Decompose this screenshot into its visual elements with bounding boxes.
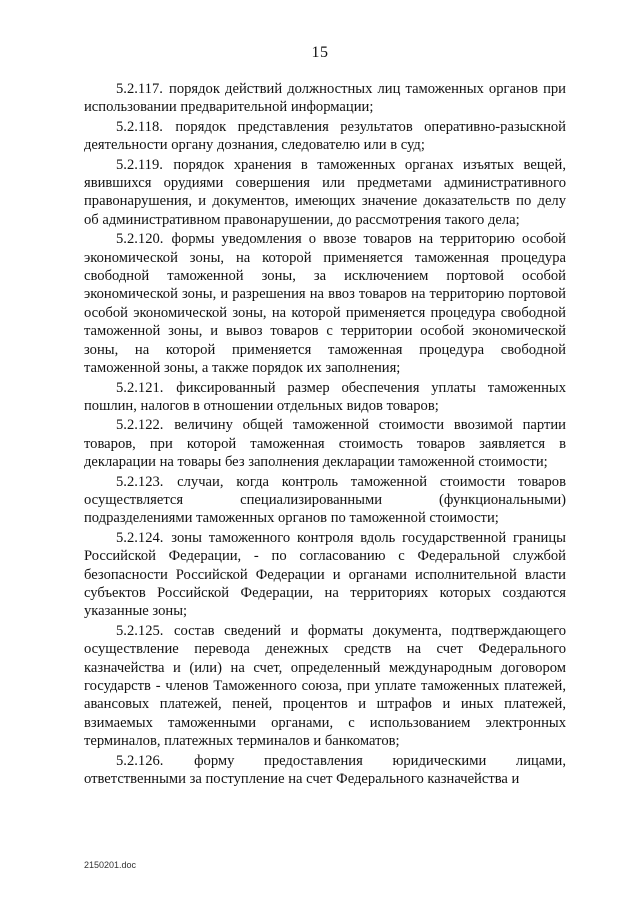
paragraph-number: 5.2.118. [116, 118, 163, 135]
paragraph-text: случаи, когда контроль таможенной стоимости товаров осуществляется специализированными (функциональными) подразделениями таможенных органов по таможенной стоимости; [84, 473, 566, 527]
paragraph-text: фиксированный размер обеспечения уплаты таможенных пошлин, налогов в отношении отдельных видов товаров; [84, 379, 566, 414]
paragraph-number: 5.2.117. [116, 81, 163, 97]
paragraph-number: 5.2.126. [116, 752, 164, 769]
document-body [84, 80, 566, 789]
paragraph-5-2-119 [84, 156, 566, 230]
paragraph-number: 5.2.121. [116, 379, 164, 396]
paragraph-number: 5.2.124. [116, 529, 164, 546]
paragraph-text: порядок представления результатов оперативно-разыскной деятельности органу дознания, следователю или в суд; [84, 118, 566, 154]
page-number: 15 [311, 44, 329, 61]
paragraph-text: формы уведомления о ввозе товаров на территорию особой экономической зоны, на которой применяется таможенная процедура свободной таможенной зоны, за исключением портовой особой экономической зоны, и разрешения на ввоз товаров на территорию портовой особой экономической зоны, на которой применяется процедура свободной таможенной зоны, и вывоз товаров с территории особой экономической зоны, на которой применяется таможенная процедура свободной таможенной зоны, а также порядок их заполнения; [84, 231, 566, 377]
paragraph-number: 5.2.123. [116, 473, 164, 490]
paragraph-5-2-126 [84, 752, 566, 789]
paragraph-5-2-121 [84, 379, 566, 416]
paragraph-number: 5.2.119. [116, 156, 163, 173]
paragraph-text: форму предоставления юридическими лицами, ответственными за поступление на счет Федерального казначейства и [84, 752, 566, 788]
document-filename: 2150201.doc [84, 860, 137, 870]
paragraph-number: 5.2.122. [116, 417, 164, 434]
paragraph-5-2-117 [84, 80, 566, 117]
paragraph-5-2-123 [84, 473, 566, 528]
paragraph-5-2-120 [84, 230, 566, 377]
paragraph-text: состав сведений и форматы документа, подтверждающего осуществление перевода денежных средств на счет Федерального казначейства и (или) на счет, определенный международным договором государств - членов Таможенного союза, при уплате таможенных платежей, авансовых платежей, пеней, процентов и штрафов и иных платежей, взимаемых таможенными органами, с использованием электронных терминалов, платежных терминалов и банкоматов; [84, 622, 566, 750]
paragraph-text: величину общей таможенной стоимости ввозимой партии товаров, при которой таможенная стоимость товаров заявляется в декларации на товары без заполнения декларации таможенной стоимости; [84, 417, 566, 471]
paragraph-5-2-118 [84, 118, 566, 155]
paragraph-text: порядок хранения в таможенных органах изъятых вещей, явившихся орудиями совершения или предметами административного правонарушения, и документов, имеющих значение доказательств по делу об административном правонарушении, до рассмотрения такого дела; [84, 156, 566, 228]
paragraph-5-2-125 [84, 622, 566, 751]
paragraph-number: 5.2.120. [116, 231, 164, 248]
paragraph-number: 5.2.125. [116, 622, 164, 639]
paragraph-5-2-124 [84, 529, 566, 621]
paragraph-5-2-122 [84, 416, 566, 471]
paragraph-text: зоны таможенного контроля вдоль государственной границы Российской Федерации, - по согласованию с Федеральной службой безопасности Российской Федерации и органами исполнительной власти субъектов Российской Федерации, на территориях которых создаются указанные зоны; [84, 529, 566, 620]
paragraph-text: порядок действий должностных лиц таможенных органов при использовании предварительной информации; [84, 81, 566, 116]
